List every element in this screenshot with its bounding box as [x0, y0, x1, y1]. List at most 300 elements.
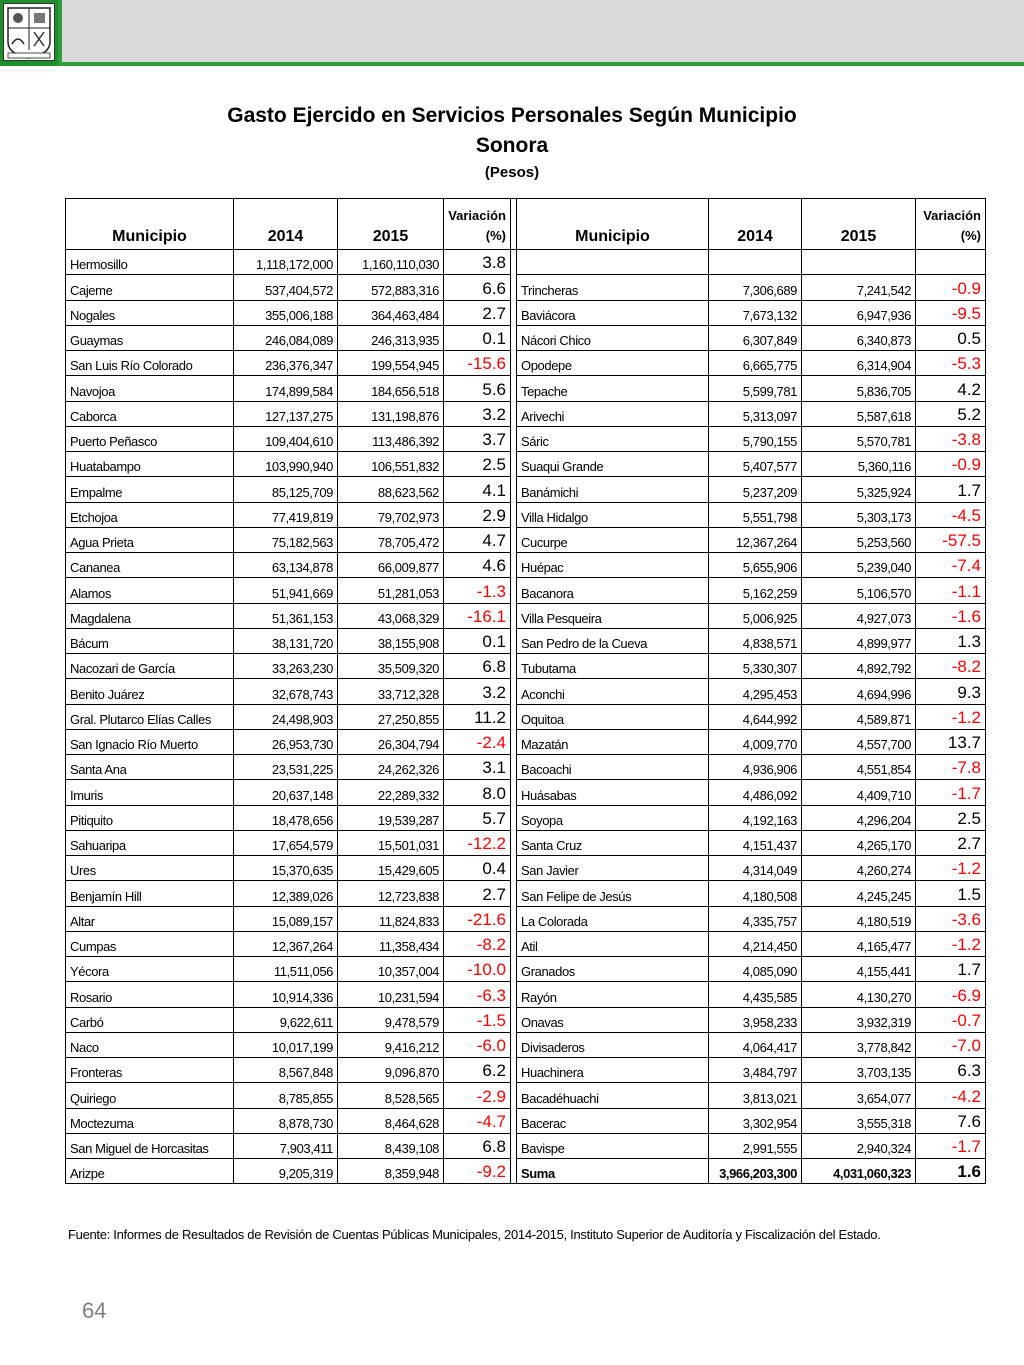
value-2014: 9,205,319 — [234, 1159, 338, 1184]
variacion-value: -7.0 — [916, 1032, 986, 1057]
table-row — [66, 603, 986, 628]
value-2015: 38,155,908 — [338, 628, 444, 653]
municipio-name: Imuris — [66, 780, 234, 805]
municipio-name: Opodepe — [517, 351, 709, 376]
value-2014: 3,484,797 — [709, 1058, 802, 1083]
value-2014: 77,419,819 — [234, 502, 338, 527]
total-2014: 3,966,203,300 — [709, 1159, 802, 1184]
value-2015: 1,160,110,030 — [338, 250, 444, 275]
value-2014: 3,813,021 — [709, 1083, 802, 1108]
value-2015: 5,239,040 — [802, 553, 916, 578]
municipio-name: Etchojoa — [66, 502, 234, 527]
col-header-2014: 2014 — [234, 199, 338, 250]
municipio-name: Puerto Peñasco — [66, 426, 234, 451]
variacion-value: -6.0 — [444, 1032, 511, 1057]
value-2015: 4,551,854 — [802, 755, 916, 780]
variacion-value: -0.9 — [916, 452, 986, 477]
value-2014: 103,990,940 — [234, 452, 338, 477]
value-2014: 109,404,610 — [234, 426, 338, 451]
value-2015: 4,694,996 — [802, 679, 916, 704]
value-2015: 10,357,004 — [338, 957, 444, 982]
municipio-name: Empalme — [66, 477, 234, 502]
variacion-value: 3.2 — [444, 679, 511, 704]
value-2015: 4,265,170 — [802, 830, 916, 855]
value-2015: 43,068,329 — [338, 603, 444, 628]
variacion-value: -10.0 — [444, 957, 511, 982]
value-2014: 18,478,656 — [234, 805, 338, 830]
table-row — [66, 1159, 986, 1184]
municipio-name: Santa Ana — [66, 755, 234, 780]
municipio-name: Bácum — [66, 628, 234, 653]
variacion-value: 11.2 — [444, 704, 511, 729]
variacion-value: -0.9 — [916, 275, 986, 300]
municipio-name: Divisaderos — [517, 1032, 709, 1057]
table-row — [66, 704, 986, 729]
value-2014: 2,991,555 — [709, 1133, 802, 1158]
page-number: 64 — [82, 1298, 107, 1323]
value-2014: 10,914,336 — [234, 982, 338, 1007]
page-title: Gasto Ejercido en Servicios Personales Según Municipio — [227, 104, 797, 127]
municipio-name: Trincheras — [517, 275, 709, 300]
value-2014: 4,214,450 — [709, 931, 802, 956]
value-2015: 3,654,077 — [802, 1083, 916, 1108]
value-2014: 5,162,259 — [709, 578, 802, 603]
municipio-name: Bacerac — [517, 1108, 709, 1133]
variacion-value: 13.7 — [916, 729, 986, 754]
value-2014: 17,654,579 — [234, 830, 338, 855]
variacion-value: -1.7 — [916, 780, 986, 805]
variacion-value: 4.2 — [916, 376, 986, 401]
variacion-value: -2.4 — [444, 729, 511, 754]
variacion-label: Variación — [448, 208, 506, 223]
value-2015: 88,623,562 — [338, 477, 444, 502]
variacion-value: 2.7 — [444, 300, 511, 325]
value-2015: 8,464,628 — [338, 1108, 444, 1133]
value-2014: 4,936,906 — [709, 755, 802, 780]
value-2015: 4,927,073 — [802, 603, 916, 628]
table-row — [66, 780, 986, 805]
value-2014: 75,182,563 — [234, 527, 338, 552]
municipio-name: Yécora — [66, 957, 234, 982]
municipio-name: Agua Prieta — [66, 527, 234, 552]
table-row — [66, 275, 986, 300]
variacion-value: 5.2 — [916, 401, 986, 426]
value-2015: 10,231,594 — [338, 982, 444, 1007]
municipio-name: Benjamín Hill — [66, 881, 234, 906]
value-2014: 11,511,056 — [234, 957, 338, 982]
table-row — [66, 1108, 986, 1133]
value-2015: 11,358,434 — [338, 931, 444, 956]
table-row — [66, 1007, 986, 1032]
variacion-value: -6.3 — [444, 982, 511, 1007]
table-row — [66, 553, 986, 578]
value-2015: 8,528,565 — [338, 1083, 444, 1108]
table-row — [66, 906, 986, 931]
value-2014: 4,192,163 — [709, 805, 802, 830]
municipio-name: Arizpe — [66, 1159, 234, 1184]
variacion-value: -1.3 — [444, 578, 511, 603]
value-2015: 3,932,319 — [802, 1007, 916, 1032]
value-2015: 5,253,560 — [802, 527, 916, 552]
value-2015: 6,947,936 — [802, 300, 916, 325]
municipio-name: Mazatán — [517, 729, 709, 754]
variacion-value: 6.2 — [444, 1058, 511, 1083]
page-subtitle-state: Sonora — [475, 134, 549, 157]
value-2014: 355,006,188 — [234, 300, 338, 325]
value-2015: 66,009,877 — [338, 553, 444, 578]
value-2015: 9,096,870 — [338, 1058, 444, 1083]
variacion-value: -1.2 — [916, 856, 986, 881]
value-2015: 199,554,945 — [338, 351, 444, 376]
value-2014: 23,531,225 — [234, 755, 338, 780]
value-2014: 63,134,878 — [234, 553, 338, 578]
value-2014: 8,785,855 — [234, 1083, 338, 1108]
total-2015: 4,031,060,323 — [802, 1159, 916, 1184]
variacion-value: 4.6 — [444, 553, 511, 578]
value-2015: 8,439,108 — [338, 1133, 444, 1158]
value-2014: 3,958,233 — [709, 1007, 802, 1032]
value-2014: 5,330,307 — [709, 654, 802, 679]
value-2014: 5,551,798 — [709, 502, 802, 527]
value-2015: 364,463,484 — [338, 300, 444, 325]
table-row — [66, 578, 986, 603]
municipio-name: Quiriego — [66, 1083, 234, 1108]
value-2015: 3,778,842 — [802, 1032, 916, 1057]
value-2014: 12,367,264 — [234, 931, 338, 956]
variacion-value: -3.8 — [916, 426, 986, 451]
municipio-name: San Javier — [517, 856, 709, 881]
variacion-value: 1.5 — [916, 881, 986, 906]
table-row — [66, 881, 986, 906]
municipio-name: Villa Pesqueira — [517, 603, 709, 628]
municipio-name: Oquitoa — [517, 704, 709, 729]
table-row — [66, 1083, 986, 1108]
variacion-value: -12.2 — [444, 830, 511, 855]
variacion-value: -8.2 — [444, 931, 511, 956]
value-2015: 24,262,326 — [338, 755, 444, 780]
variacion-value: 2.9 — [444, 502, 511, 527]
value-2014: 4,180,508 — [709, 881, 802, 906]
variacion-value: 4.1 — [444, 477, 511, 502]
table-row — [66, 1032, 986, 1057]
value-2015: 131,198,876 — [338, 401, 444, 426]
value-2014: 10,017,199 — [234, 1032, 338, 1057]
value-2014: 24,498,903 — [234, 704, 338, 729]
table-row — [66, 830, 986, 855]
municipio-name: San Miguel de Horcasitas — [66, 1133, 234, 1158]
value-2014: 4,335,757 — [709, 906, 802, 931]
logo-frame — [0, 0, 62, 66]
value-2015: 4,892,792 — [802, 654, 916, 679]
variacion-value: 6.8 — [444, 654, 511, 679]
value-2015: 7,241,542 — [802, 275, 916, 300]
municipio-name: Granados — [517, 957, 709, 982]
variacion-value: 6.8 — [444, 1133, 511, 1158]
variacion-value: -57.5 — [916, 527, 986, 552]
municipio-name: Ures — [66, 856, 234, 881]
table-header-row — [66, 199, 986, 250]
table-row — [66, 628, 986, 653]
value-2014: 3,302,954 — [709, 1108, 802, 1133]
col-header-variacion — [444, 199, 511, 250]
table-row — [66, 401, 986, 426]
value-2014: 5,006,925 — [709, 603, 802, 628]
table-row — [66, 679, 986, 704]
value-2015: 113,486,392 — [338, 426, 444, 451]
table-row — [66, 351, 986, 376]
value-2015: 5,570,781 — [802, 426, 916, 451]
municipio-name: Villa Hidalgo — [517, 502, 709, 527]
municipio-name: Rayón — [517, 982, 709, 1007]
municipio-name: Nacozari de García — [66, 654, 234, 679]
municipio-name: Tepache — [517, 376, 709, 401]
table-row — [66, 654, 986, 679]
municipio-name: Aconchi — [517, 679, 709, 704]
value-2015: 5,587,618 — [802, 401, 916, 426]
variacion-value: 5.7 — [444, 805, 511, 830]
municipio-name: Alamos — [66, 578, 234, 603]
value-2014: 4,435,585 — [709, 982, 802, 1007]
value-2015: 11,824,833 — [338, 906, 444, 931]
table-row — [66, 957, 986, 982]
value-2015: 51,281,053 — [338, 578, 444, 603]
variacion-value: -7.8 — [916, 755, 986, 780]
value-2015: 3,703,135 — [802, 1058, 916, 1083]
col-header-2015: 2015 — [338, 199, 444, 250]
header-bar — [0, 0, 1024, 62]
municipio-name: Altar — [66, 906, 234, 931]
table-row — [66, 755, 986, 780]
value-2015: 572,883,316 — [338, 275, 444, 300]
value-2014: 1,118,172,000 — [234, 250, 338, 275]
value-2014: 7,673,132 — [709, 300, 802, 325]
municipio-name: Cucurpe — [517, 527, 709, 552]
variacion-value: 2.5 — [444, 452, 511, 477]
value-2014: 5,313,097 — [709, 401, 802, 426]
value-2015: 5,360,116 — [802, 452, 916, 477]
value-2014: 6,307,849 — [709, 325, 802, 350]
variacion-value: 2.5 — [916, 805, 986, 830]
variacion-value: -9.2 — [444, 1159, 511, 1184]
municipio-name: Benito Juárez — [66, 679, 234, 704]
col-header-municipio-right: Municipio — [517, 199, 709, 250]
value-2014: 127,137,275 — [234, 401, 338, 426]
page-subtitle-units: (Pesos) — [484, 164, 540, 181]
value-2015: 15,429,605 — [338, 856, 444, 881]
municipio-name: Sahuaripa — [66, 830, 234, 855]
table-row — [66, 250, 986, 275]
municipio-name: Bacoachi — [517, 755, 709, 780]
value-2015: 2,940,324 — [802, 1133, 916, 1158]
municipio-name: Sáric — [517, 426, 709, 451]
value-2014: 7,306,689 — [709, 275, 802, 300]
municipio-name: Huachinera — [517, 1058, 709, 1083]
variacion-value: -1.2 — [916, 704, 986, 729]
value-2014: 33,263,230 — [234, 654, 338, 679]
value-2014: 4,295,453 — [709, 679, 802, 704]
value-2015: 4,245,245 — [802, 881, 916, 906]
variacion-value: 7.6 — [916, 1108, 986, 1133]
variacion-value: -1.2 — [916, 931, 986, 956]
municipio-name: Rosario — [66, 982, 234, 1007]
municipio-name: La Colorada — [517, 906, 709, 931]
variacion-unit: (%) — [960, 228, 981, 243]
value-2015: 184,656,518 — [338, 376, 444, 401]
variacion-value: -21.6 — [444, 906, 511, 931]
value-2014: 51,941,669 — [234, 578, 338, 603]
value-2015: 33,712,328 — [338, 679, 444, 704]
value-2014: 32,678,743 — [234, 679, 338, 704]
value-2014: 5,407,577 — [709, 452, 802, 477]
value-2015: 4,130,270 — [802, 982, 916, 1007]
value-2014: 15,089,157 — [234, 906, 338, 931]
variacion-value: 6.6 — [444, 275, 511, 300]
table-row — [66, 300, 986, 325]
value-2015 — [802, 250, 916, 275]
variacion-value: 1.3 — [916, 628, 986, 653]
header-accent-line — [62, 62, 1024, 66]
table-row — [66, 376, 986, 401]
value-2015: 78,705,472 — [338, 527, 444, 552]
table-row — [66, 452, 986, 477]
value-2015: 4,165,477 — [802, 931, 916, 956]
expenditure-table — [65, 198, 986, 1184]
municipio-name: Gral. Plutarco Elías Calles — [66, 704, 234, 729]
value-2014: 5,790,155 — [709, 426, 802, 451]
value-2014: 4,009,770 — [709, 729, 802, 754]
total-variacion: 1.6 — [916, 1159, 986, 1184]
municipio-name: San Felipe de Jesús — [517, 881, 709, 906]
value-2014: 537,404,572 — [234, 275, 338, 300]
variacion-value: -16.1 — [444, 603, 511, 628]
variacion-value: -5.3 — [916, 351, 986, 376]
variacion-value: 4.7 — [444, 527, 511, 552]
variacion-value: 0.4 — [444, 856, 511, 881]
municipio-name — [517, 250, 709, 275]
table-row — [66, 1058, 986, 1083]
municipio-name: Baviácora — [517, 300, 709, 325]
municipio-name: Soyopa — [517, 805, 709, 830]
table-row — [66, 982, 986, 1007]
value-2014: 9,622,611 — [234, 1007, 338, 1032]
variacion-value: 3.2 — [444, 401, 511, 426]
table-row — [66, 805, 986, 830]
col-header-2015-right: 2015 — [802, 199, 916, 250]
value-2014: 85,125,709 — [234, 477, 338, 502]
value-2014: 4,085,090 — [709, 957, 802, 982]
source-note: Fuente: Informes de Resultados de Revisión de Cuentas Públicas Municipales, 2014-2015, Instituto Superior de Auditoría y Fiscalización del Estado. — [68, 1227, 881, 1242]
value-2014: 8,567,848 — [234, 1058, 338, 1083]
table-row — [66, 856, 986, 881]
variacion-value: 0.5 — [916, 325, 986, 350]
variacion-value: 1.7 — [916, 957, 986, 982]
table-row — [66, 931, 986, 956]
value-2015: 5,303,173 — [802, 502, 916, 527]
municipio-name: Onavas — [517, 1007, 709, 1032]
value-2015: 27,250,855 — [338, 704, 444, 729]
municipio-name: Bacadéhuachi — [517, 1083, 709, 1108]
municipio-name: Cajeme — [66, 275, 234, 300]
value-2015: 26,304,794 — [338, 729, 444, 754]
table-body — [66, 250, 986, 1184]
municipio-name: Magdalena — [66, 603, 234, 628]
value-2014: 4,064,417 — [709, 1032, 802, 1057]
variacion-value: 2.7 — [916, 830, 986, 855]
municipio-name: Carbó — [66, 1007, 234, 1032]
value-2014: 236,376,347 — [234, 351, 338, 376]
variacion-value — [916, 250, 986, 275]
variacion-value: 6.3 — [916, 1058, 986, 1083]
value-2014: 51,361,153 — [234, 603, 338, 628]
variacion-value: 0.1 — [444, 325, 511, 350]
value-2015: 4,155,441 — [802, 957, 916, 982]
variacion-unit: (%) — [485, 228, 506, 243]
col-header-2014-right: 2014 — [709, 199, 802, 250]
variacion-value: -1.6 — [916, 603, 986, 628]
municipio-name: Fronteras — [66, 1058, 234, 1083]
value-2015: 4,899,977 — [802, 628, 916, 653]
value-2014: 4,151,437 — [709, 830, 802, 855]
variacion-value: 3.7 — [444, 426, 511, 451]
value-2015: 4,409,710 — [802, 780, 916, 805]
variacion-value: -7.4 — [916, 553, 986, 578]
value-2014: 5,599,781 — [709, 376, 802, 401]
table-row — [66, 325, 986, 350]
value-2014: 12,389,026 — [234, 881, 338, 906]
variacion-label: Variación — [923, 208, 981, 223]
variacion-value: 8.0 — [444, 780, 511, 805]
value-2014: 4,838,571 — [709, 628, 802, 653]
variacion-value: -1.7 — [916, 1133, 986, 1158]
municipio-name: San Luis Río Colorado — [66, 351, 234, 376]
value-2015: 8,359,948 — [338, 1159, 444, 1184]
value-2014: 4,486,092 — [709, 780, 802, 805]
value-2014 — [709, 250, 802, 275]
col-header-variacion-right — [916, 199, 986, 250]
municipio-name: Huásabas — [517, 780, 709, 805]
variacion-value: -15.6 — [444, 351, 511, 376]
value-2014: 12,367,264 — [709, 527, 802, 552]
value-2015: 79,702,973 — [338, 502, 444, 527]
state-seal-logo — [3, 3, 55, 61]
table-row — [66, 477, 986, 502]
value-2014: 4,314,049 — [709, 856, 802, 881]
value-2015: 4,557,700 — [802, 729, 916, 754]
value-2015: 19,539,287 — [338, 805, 444, 830]
value-2015: 6,314,904 — [802, 351, 916, 376]
table-row — [66, 1133, 986, 1158]
variacion-value: -8.2 — [916, 654, 986, 679]
value-2015: 9,478,579 — [338, 1007, 444, 1032]
value-2014: 4,644,992 — [709, 704, 802, 729]
municipio-name: Suaqui Grande — [517, 452, 709, 477]
value-2015: 4,180,519 — [802, 906, 916, 931]
variacion-value: -6.9 — [916, 982, 986, 1007]
variacion-value: 5.6 — [444, 376, 511, 401]
variacion-value: 3.8 — [444, 250, 511, 275]
variacion-value: -0.7 — [916, 1007, 986, 1032]
value-2015: 35,509,320 — [338, 654, 444, 679]
value-2014: 5,237,209 — [709, 477, 802, 502]
value-2014: 174,899,584 — [234, 376, 338, 401]
municipio-name: Caborca — [66, 401, 234, 426]
value-2015: 4,589,871 — [802, 704, 916, 729]
table-row — [66, 527, 986, 552]
value-2015: 5,106,570 — [802, 578, 916, 603]
value-2014: 246,084,089 — [234, 325, 338, 350]
table-row — [66, 426, 986, 451]
municipio-name: Navojoa — [66, 376, 234, 401]
